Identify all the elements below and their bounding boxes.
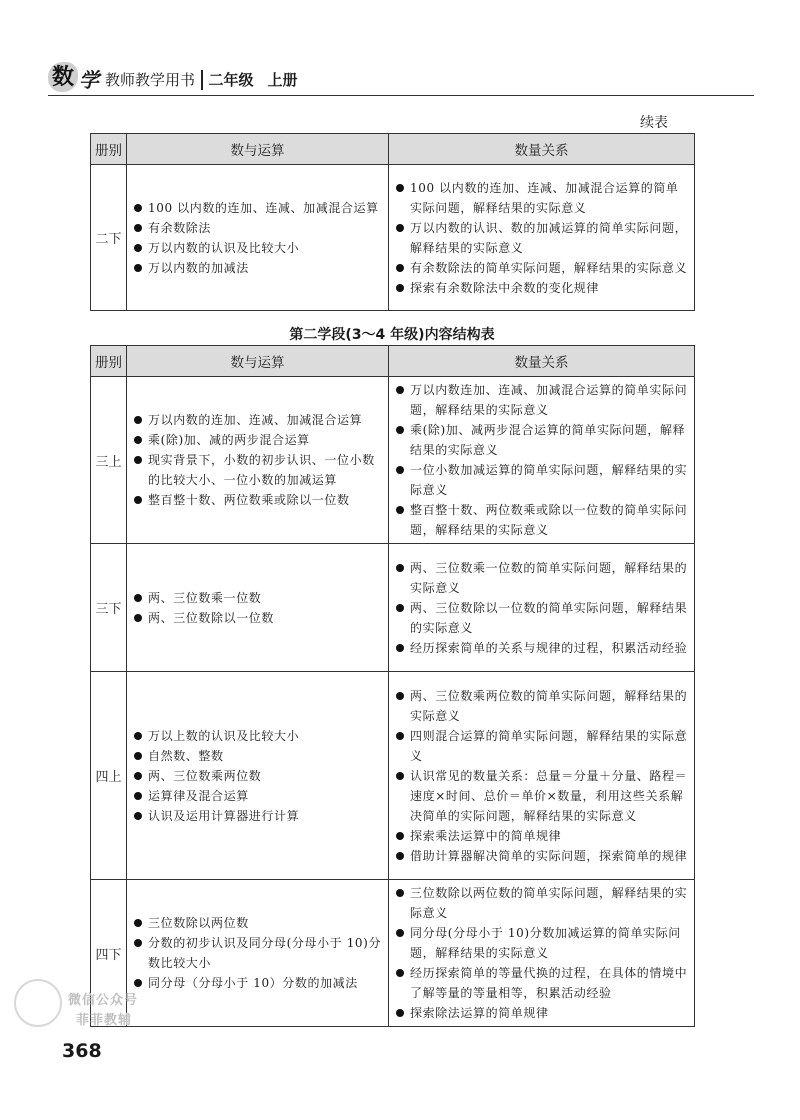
- list-item: 认识常见的数量关系：总量＝分量＋分量、路程＝速度×时间、总价＝单价×数量，利用这些关系解决简单的实际问题，解释结果的实际意义: [395, 766, 688, 826]
- relations-cell: [389, 377, 695, 544]
- list-item: 万以内数的认识、数的加减运算的简单实际问题，解释结果的实际意义: [395, 218, 688, 258]
- list-item: 两、三位数乘一位数: [133, 588, 382, 608]
- volume-cell: 四上: [91, 672, 127, 880]
- list-item: 同分母(分母小于 10)分数加减运算的简单实际问题，解释结果的实际意义: [395, 923, 688, 963]
- numbers-cell: [127, 544, 389, 672]
- list-item: 乘(除)加、减两步混合运算的简单实际问题，解释结果的实际意义: [395, 420, 688, 460]
- header-volume: 册别: [91, 346, 127, 377]
- book-title: 教师教学用书: [105, 71, 196, 89]
- list-item: 100 以内数的连加、连减、加减混合运算: [133, 198, 382, 218]
- numbers-cell: [127, 165, 389, 311]
- table-row: [91, 672, 695, 880]
- volume-label: 上册: [267, 71, 298, 89]
- list-item: 经历探索简单的关系与规律的过程，积累活动经验: [395, 638, 688, 658]
- list-item: 三位数除以两位数: [133, 913, 382, 933]
- numbers-cell: [127, 377, 389, 544]
- relations-cell: [389, 165, 695, 311]
- numbers-cell: [127, 672, 389, 880]
- content-table-continued: [90, 133, 695, 311]
- list-item: 两、三位数乘两位数的简单实际问题，解释结果的实际意义: [395, 686, 688, 726]
- table-title: 第二学段(3～4 年级)内容结构表: [289, 327, 495, 343]
- list-item: 现实背景下，小数的初步认识、一位小数的比较大小、一位小数的加减运算: [133, 450, 382, 490]
- list-item: 万以上数的认识及比较大小: [133, 726, 382, 746]
- relations-cell: [389, 672, 695, 880]
- continued-label: 续表: [640, 115, 668, 131]
- volume-cell: 三下: [91, 544, 127, 672]
- relations-cell: [389, 880, 695, 1027]
- watermark-line-2: 菲菲教辅: [76, 1013, 133, 1028]
- content-structure-table: [90, 345, 695, 1027]
- list-item: 有余数除法的简单实际问题，解释结果的实际意义: [395, 258, 688, 278]
- list-item: 两、三位数除以一位数的简单实际问题，解释结果的实际意义: [395, 598, 688, 638]
- list-item: 两、三位数乘两位数: [133, 766, 382, 786]
- table-row: [91, 377, 695, 544]
- table-row: [91, 544, 695, 672]
- list-item: 整百整十数、两位数乘或除以一位数的简单实际问题，解释结果的实际意义: [395, 500, 688, 540]
- list-item: 探索除法运算的简单规律: [395, 1003, 688, 1023]
- header-relations: 数量关系: [389, 346, 695, 377]
- list-item: 100 以内数的连加、连减、加减混合运算的简单实际问题，解释结果的实际意义: [395, 178, 688, 218]
- list-item: 万以内数连加、连减、加减混合运算的简单实际问题，解释结果的实际意义: [395, 380, 688, 420]
- list-item: 万以内数的认识及比较大小: [133, 238, 382, 258]
- header-rule: [48, 95, 754, 96]
- list-item: 有余数除法: [133, 218, 382, 238]
- list-item: 四则混合运算的简单实际问题，解释结果的实际意义: [395, 726, 688, 766]
- list-item: 两、三位数乘一位数的简单实际问题，解释结果的实际意义: [395, 558, 688, 598]
- volume-cell: 三上: [91, 377, 127, 544]
- table-row: [91, 165, 695, 311]
- watermark: [10, 975, 170, 1035]
- list-item: 分数的初步认识及同分母(分母小于 10)分数比较大小: [133, 933, 382, 973]
- list-item: 探索乘法运算中的简单规律: [395, 826, 688, 846]
- header-numbers: 数与运算: [127, 134, 389, 165]
- logo-char-2: 学: [79, 68, 99, 92]
- watermark-line-1: 微信公众号: [68, 993, 139, 1008]
- list-item: 万以内数的加减法: [133, 258, 382, 278]
- list-item: 三位数除以两位数的简单实际问题，解释结果的实际意义: [395, 883, 688, 923]
- page-number: 368: [62, 1040, 102, 1062]
- table-header-row: [91, 134, 695, 165]
- list-item: 自然数、整数: [133, 746, 382, 766]
- volume-cell: 四下: [91, 880, 127, 1027]
- list-item: 探索有余数除法中余数的变化规律: [395, 278, 688, 298]
- header-numbers: 数与运算: [127, 346, 389, 377]
- list-item: 万以内数的连加、连减、加减混合运算: [133, 410, 382, 430]
- table-header-row: [91, 346, 695, 377]
- header-volume: 册别: [91, 134, 127, 165]
- list-item: 借助计算器解决简单的实际问题，探索简单的规律: [395, 846, 688, 866]
- header-relations: 数量关系: [389, 134, 695, 165]
- list-item: 乘(除)加、减的两步混合运算: [133, 430, 382, 450]
- list-item: 经历探索简单的等量代换的过程，在具体的情境中了解等量的等量相等，积累活动经验: [395, 963, 688, 1003]
- grade-label: 二年级: [208, 71, 254, 89]
- list-item: 同分母（分母小于 10）分数的加减法: [133, 973, 382, 993]
- list-item: 一位小数加减运算的简单实际问题，解释结果的实际意义: [395, 460, 688, 500]
- list-item: 认识及运用计算器进行计算: [133, 806, 382, 826]
- page-header: [48, 52, 748, 92]
- table-row: [91, 880, 695, 1027]
- list-item: 运算律及混合运算: [133, 786, 382, 806]
- volume-cell: 二下: [91, 165, 127, 311]
- list-item: 两、三位数除以一位数: [133, 608, 382, 628]
- math-logo: [48, 62, 99, 92]
- relations-cell: [389, 544, 695, 672]
- watermark-ring-icon: [14, 979, 62, 1027]
- header-divider: [201, 70, 203, 90]
- logo-char-1: 数: [48, 62, 78, 92]
- list-item: 整百整十数、两位数乘或除以一位数: [133, 490, 382, 510]
